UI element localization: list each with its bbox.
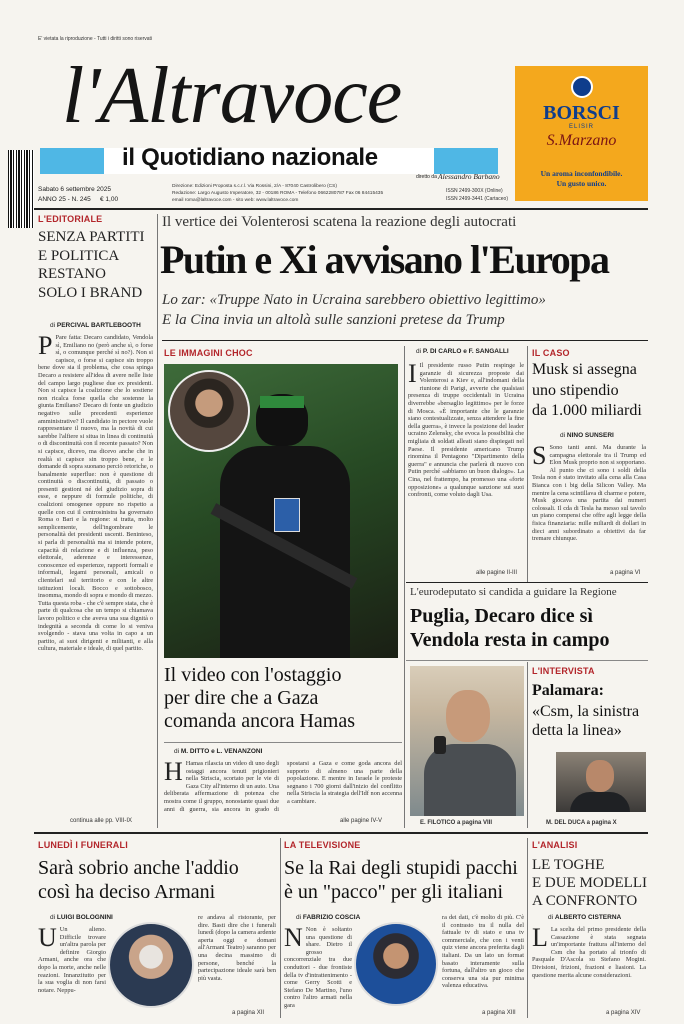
- issue-price: € 1,00: [100, 196, 119, 203]
- lead-ref[interactable]: alle pagine II-III: [476, 570, 518, 576]
- palamara-caption[interactable]: M. DEL DUCA a pagina X: [546, 820, 617, 826]
- copyright-notice: E' vietata la riproduzione - Tutti i diritti sono riservati: [38, 36, 153, 42]
- analisi-kicker: L'ANALISI: [532, 840, 578, 850]
- puglia-caption[interactable]: E. FILOTICO a pagina VIII: [420, 820, 493, 826]
- publisher-info: Direzione: Edizioni Proposta s.c.r.l. Via Rossini, 2/A - 87040 Castrolibero (CS): [172, 184, 337, 189]
- analisi-ref[interactable]: a pagina XIV: [606, 1010, 641, 1016]
- contact-info: email roma@laltravoce.com - sito web: www.laltravoce.com: [172, 198, 299, 203]
- decaro-face: [446, 690, 490, 742]
- brand-seal-icon: [571, 76, 593, 98]
- analisi-body: L La scelta del primo presidente della Cassazione è stata segnata un'importante frattura all'interno del Csm che ha portato al trionfo di Pasquale D'Ascola su Stefano Mogini. Divisioni, frizioni, frazioni e liasioni. La questione merita alcune considerazioni.: [532, 926, 646, 979]
- green-headband: [260, 396, 304, 408]
- masthead-logo: l'Altravoce: [62, 52, 402, 140]
- editoriale-body: P Pare fatta: Decaro candidato, Vendola sì, Emiliano no (però anche sì, o forse sì, o comunque perché sì no?). Non si capisce, o forse si capisce sin troppo bene dove sia il problema, che cosa spinga Decaro a resistere all'idea di avere nelle liste del campo largo pugliese due ex presidenti. Non si capisce la coalizione che lo sostiene non ricalca forse quella che sostenne la giunta Emiliano? Decaro di fonte un giudizio negativo sulle precedenti esperienze amministrative? Il candidato in pectore vuole rappresentare il nuovo, ma la novità di cui sarebbe l'alfiere si situa in linea di continuità o di discontinuità con il recente passato? Non si capisce, dicevo, ma dicevo anche che in realtà si capisce sin troppo bene, e le domande di sopra suonano perciò retoriche, o banalmente superflue: non è questione di continuità o discontinuità, di passato o presenti gestioni né del giudizio sopra di esse, e neppure di formule politiche, di coalizioni omogenee oppure no rispetto a quelle con cui il centrosinistra ha governato Roma o Bari e la regione: si tratta, molto semplicemente, dell'ingombrare le personalità dei presidenti uscenti. Beninteso, si parla di personalità ma si intende potere, capacità di relazione e di influenza, peso elettorale, aderenze e interessenze, conoscenze ed esperienze, rapporti formali e informali, legami personali, amicali o clientelari sul territorio e con le altre istituzioni locali. Bocco e sottobosco, insomma, mondo di sopra e mondo di mezzo. Tutta questa roba - che c'è sempre stata, che è parte di qualcosa che un tempo si chiamava lavoro politico e che aveva una sua dignità o indegnità a seconda di come lo si veniva svolgendo - stava una volta in capo a un partito, ai suoi dirigenti e militanti, e alla cultura, materiale e ideale, di quel partito.: [38, 334, 153, 653]
- armani-headline: Sarà sobrio anche l'addio così ha deciso Armani: [38, 857, 239, 903]
- ad-script: S.Marzano: [546, 132, 617, 149]
- barcode: [8, 150, 34, 228]
- armani-portrait: [108, 922, 194, 1008]
- id-badge-icon: [274, 498, 300, 532]
- armani-body-2: re andava al ristorante, per dire. Basti dire che i funerali lunedì (dopo la camera ardente aperta oggi e domani all'Armani Teatro) saranno per una decina massimo di persone, benché la partecipazione ideale sarà ben più vasta.: [198, 914, 276, 982]
- analisi-title: LE TOGHE E DUE MODELLI A CONFRONTO: [532, 857, 647, 909]
- lead-headline: Putin e Xi avvisano l'Europa: [160, 237, 609, 282]
- musk-ref[interactable]: a pagina VI: [610, 570, 641, 576]
- hostage-ref[interactable]: alle pagine IV-V: [340, 818, 383, 824]
- lead-kicker: Il vertice dei Volenterosi scatena la reazione degli autocrati: [162, 214, 517, 230]
- editorial-address: Redazione: Largo Augusto Imperatore, 32 - 00186 ROMA - Telefono 0662280787 Fax 06 84415435: [172, 191, 384, 196]
- palamara-body: [570, 792, 630, 812]
- ad-brand: BORSCI: [543, 102, 620, 124]
- tv-hosts-portrait: [354, 922, 438, 1006]
- rai-body-1: N Non è soltanto una questione di share. Dietro il grosso concorrenziale tra due conduttori - due frontiste della tv d'intrattenimento - come Gerry Scotti e Stefano De Martino, l'uno contro l'altro armati nella gara: [284, 926, 352, 1009]
- editor-name: Alessandro Barbano: [438, 172, 500, 181]
- editor-label: diretto da: [416, 174, 437, 180]
- rai-headline: Se la Rai degli stupidi pacchi è un "pacco" per gli italiani: [284, 857, 518, 903]
- armani-author: di LUIGI BOLOGNINI: [50, 914, 113, 921]
- musk-headline: Musk si assegna uno stipendio da 1.000 miliardi: [532, 361, 642, 419]
- lead-body: I Il presidente russo Putin respinge le garanzie di sicurezza proposte dai Volenterosi a Kiev e, all'indomani della riunione di Parigi, avverte che qualsiasi presenza di truppe occidentali in Ucraina diverrebbe «bersaglio legittimo» per le forze di Mosca. «È importante che le garanzie siano contestualizzate, senza attendere la fine della guerra», è invece la posizione del leader ucraino Zelensky, che evoca la possibilità che migliaia di soldati alleati siano dispiegati nel Paese. Il presidente americano Trump rinomina il Pentagono "Dipartimento della guerra" e annuncia che parlerà di nuovo con Putin perché «abbiamo un buon dialogo». La Cina, nel frattempo, ha promesso una «forte opposizione» a qualunque sanzione sui suoi confronti, come voluto dagli Usa.: [408, 362, 524, 499]
- rai-author: di FABRIZIO COSCIA: [296, 914, 360, 921]
- ad-tagline-1: Un aroma inconfondibile.: [540, 169, 623, 178]
- armani-kicker: LUNEDÌ I FUNERALI: [38, 840, 128, 850]
- issn-print: ISSN 2499-3441 (Cartaceo): [446, 196, 508, 202]
- rai-kicker: LA TELEVISIONE: [284, 840, 361, 850]
- puglia-headline: Puglia, Decaro dice sì Vendola resta in campo: [410, 605, 610, 651]
- lead-subhead-2: E la Cina invia un altolà sulle sanzioni pretese da Trump: [162, 312, 505, 328]
- musk-author: di NINO SUNSERI: [560, 432, 614, 439]
- puglia-kicker: L'eurodeputato si candida a guidare la Regione: [410, 586, 617, 598]
- rai-ref[interactable]: a pagina XIII: [482, 1010, 516, 1016]
- hostage-headline: Il video con l'ostaggio per dire che a Gaza comanda ancora Hamas: [164, 664, 356, 732]
- hostage-portrait-icon: [168, 370, 250, 452]
- ad-sub: ELISIR: [568, 124, 594, 130]
- issue-date: Sabato 6 settembre 2025: [38, 186, 111, 193]
- editoriale-kicker: L'EDITORIALE: [38, 214, 103, 224]
- masthead-subtitle: il Quotidiano nazionale: [122, 144, 378, 171]
- analisi-author: di ALBERTO CISTERNA: [548, 914, 621, 921]
- decaro-body: [424, 744, 516, 816]
- hostage-body: H Hamas rilascia un video di uno degli ostaggi ancora tenuti prigionieri nella Striscia, scortato per le vie di Gaza City all'interno di un auto. Una deliberata affermazione di potenza che mostra come il gruppo, nonostante quasi due anni di guerra, sia ancora in grado di spostarsi a Gaza e come goda ancora del supporto di almeno una parte della popolazione. E mentre in Israele le proteste segnano i 700 giorni dall'inizio del conflitto nella Striscia la strategia dell'Idf non accenna a cambiare.: [164, 760, 402, 813]
- advertisement[interactable]: [515, 66, 648, 201]
- hostage-photo: [164, 364, 398, 658]
- armani-ref[interactable]: a pagina XII: [232, 1010, 265, 1016]
- issn-online: ISSN 2499-300X (Online): [446, 188, 503, 194]
- palamara-name: Palamara:: [532, 682, 604, 699]
- hostage-kicker: LE IMMAGINI CHOC: [164, 348, 253, 358]
- microphone-icon: [434, 736, 446, 754]
- editoriale-author: di PERCIVAL BARTLEBOOTH: [50, 322, 141, 329]
- hostage-authors: di M. DITTO e L. VENANZONI: [174, 748, 262, 755]
- musk-body: S Sono tanti anni. Ma durante la campagna elettorale tra il Trump ed Elon Musk proprio non si sopportano. Al punto che ci sono i soldi della Tesla non è stato invitato alla cena alla Casa Bianca con i big della Silicon Valley. Ma mentre la cena scintillava di charme e potere, Musk giocava una partita dai numeri colossali. Il cda di Tesla ha messo sul tavolo un piano compensi che offre agli legge della fisica finanziaria: mille miliardi di dollari in dieci anni subordinato a obiettivi da far tremare chiunque.: [532, 444, 646, 543]
- palamara-face: [586, 760, 614, 792]
- ad-tagline-2: Un gusto unico.: [556, 179, 607, 188]
- lead-authors: di P. DI CARLO e F. SANGALLI: [416, 348, 509, 355]
- palamara-kicker: L'INTERVISTA: [532, 666, 595, 676]
- issue-number: ANNO 25 - N. 245: [38, 196, 91, 203]
- editoriale-ref[interactable]: continua alle pp. VIII-IX: [70, 818, 133, 824]
- musk-kicker: IL CASO: [532, 348, 570, 358]
- lead-subhead-1: Lo zar: «Truppe Nato in Ucraina sarebbero obiettivo legittimo»: [162, 292, 546, 308]
- palamara-quote: «Csm, la sinistra detta la linea»: [532, 703, 640, 739]
- armani-body-1: U Un alieno. Difficile trovare un'altra parola per definire Giorgio Armani, anche ora che dopo la morte, anche nelle reazioni. Innanzitutto per la sua voglia di non farsi notare. Neppu-: [38, 926, 106, 994]
- palamara-photo: [556, 752, 646, 812]
- decaro-photo: [410, 666, 524, 816]
- editoriale-title: SENZA PARTITI E POLITICA RESTANO SOLO I BRAND: [38, 229, 145, 301]
- rai-body-2: ra dei dati, c'è molto di più. C'è il contrasto tra il nulla del fattuale tv di stato e una tv commerciale, che con i venti quiz viene ancora preferita dagli italiani. Da un lato un format basato interamente sulla fortuna, dall'altro un gioco che conserva una sia pur minima valenza educativa.: [442, 914, 524, 990]
